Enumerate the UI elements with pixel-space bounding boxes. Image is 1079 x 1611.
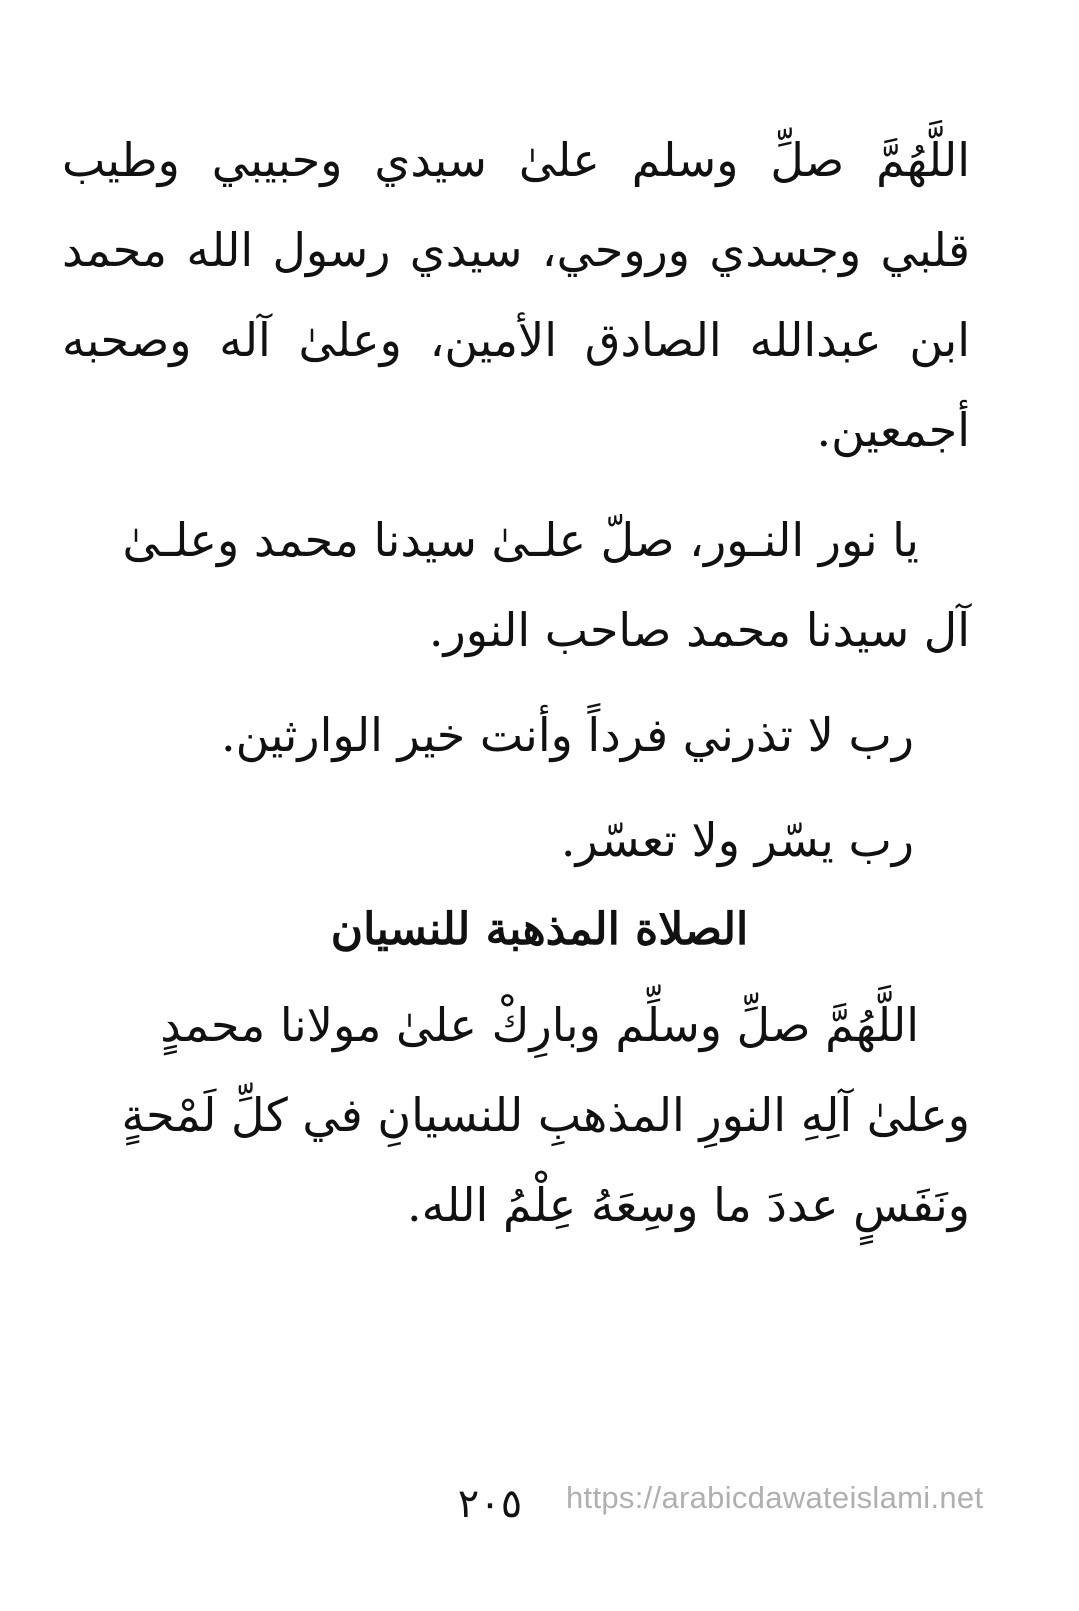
text-line: آل سيدنا محمد صاحب النور. <box>428 603 970 657</box>
prayer-paragraph-2 <box>64 495 919 585</box>
text-line: ابن عبدالله الصادق الأمين، وعلىٰ آله وصحبه <box>62 313 970 367</box>
text-line: وعلىٰ آلِهِ النورِ المذهبِ للنسيانِ في كلِّ لَمْحةٍ <box>121 1088 970 1142</box>
text-line: اللَّهُمَّ صلِّ وسلِّم وبارِكْ علىٰ مولانا محمدٍ <box>160 998 919 1052</box>
page-number: ٢٠٥ <box>457 1481 523 1527</box>
text-line: اللَّهُمَّ صلِّ وسلم علىٰ سيدي وحبيبي وطيب <box>62 133 970 187</box>
prayer-paragraph-4 <box>561 795 914 885</box>
watermark-url: https://arabicdawateislami.net <box>566 1480 984 1515</box>
text-line: قلبي وجسدي وروحي، سيدي رسول الله محمد <box>62 223 970 277</box>
prayer-paragraph-3 <box>221 690 914 780</box>
text-line: رب لا تذرني فرداً وأنت خير الوارثين. <box>221 708 914 762</box>
text-line: ونَفَسٍ عددَ ما وسِعَهُ عِلْمُ الله. <box>407 1178 970 1232</box>
prayer-paragraph-2-continuation <box>62 585 970 675</box>
text-line: يا نور النـور، صلّ علـىٰ سيدنا محمد وعلـىٰ <box>122 513 919 567</box>
prayer-paragraph-5-continuation <box>62 1070 970 1250</box>
text-line: رب يسّر ولا تعسّر. <box>560 813 914 867</box>
prayer-paragraph-1 <box>62 115 970 475</box>
prayer-paragraph-5 <box>64 980 919 1070</box>
text-line: أجمعين. <box>816 403 970 457</box>
section-heading: الصلاة المذهبة للنسيان <box>330 904 749 955</box>
